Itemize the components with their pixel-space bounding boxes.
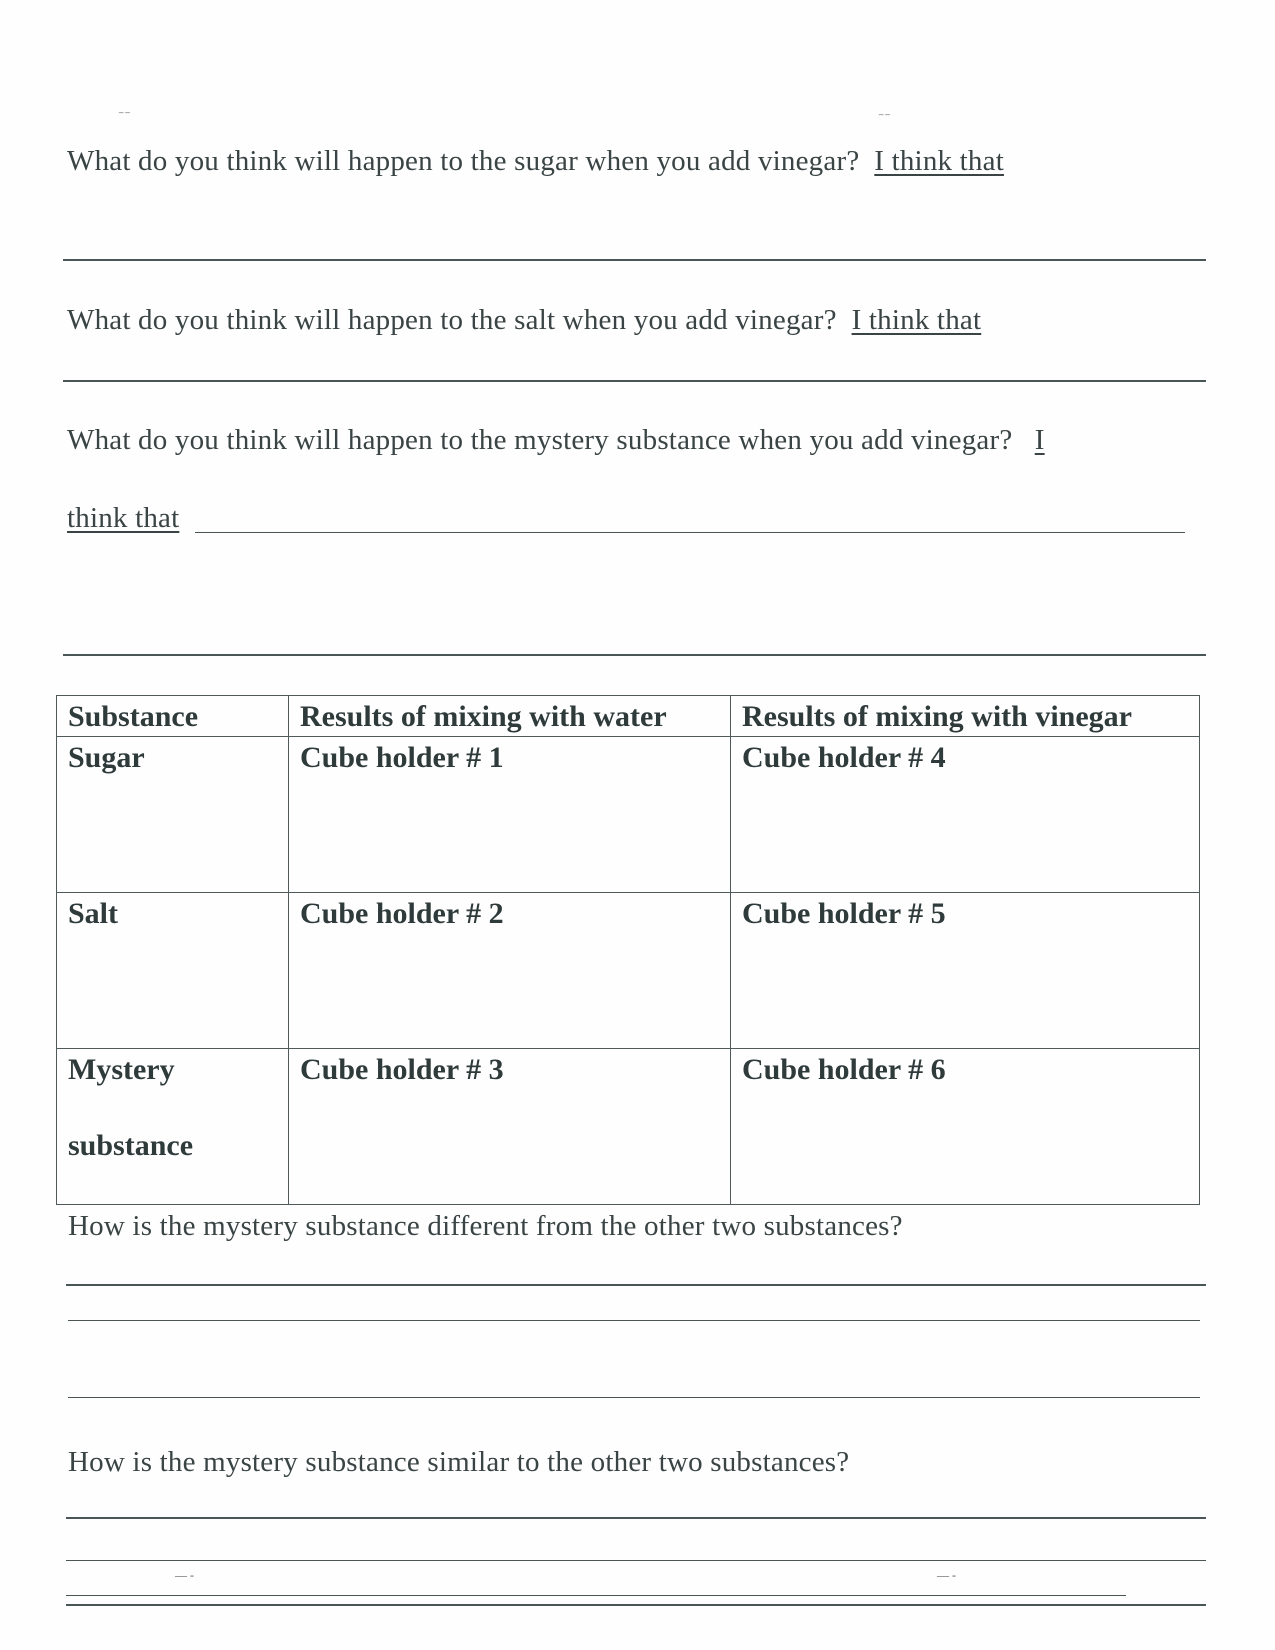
question-similar: How is the mystery substance similar to the other two substances? — [68, 1446, 850, 1478]
answer-line[interactable] — [66, 1604, 1206, 1606]
scan-artifact: ⁻⁻ — [118, 108, 131, 122]
answer-prompt: I think that — [874, 145, 1004, 177]
scan-artifact: — - — [937, 1568, 956, 1582]
table-row — [57, 737, 1200, 893]
question-text: What do you think will happen to the sugar when you add vinegar? — [67, 145, 860, 177]
header-vinegar: Results of mixing with vinegar — [731, 696, 1200, 737]
answer-line[interactable] — [63, 380, 1206, 382]
answer-prompt: I think that — [851, 304, 982, 336]
answer-line[interactable] — [195, 532, 1185, 533]
question-mystery-vinegar — [67, 424, 1045, 457]
answer-line[interactable] — [66, 1284, 1206, 1286]
table-row — [57, 893, 1200, 1049]
answer-line[interactable] — [63, 654, 1206, 656]
vinegar-result-cell[interactable]: Cube holder # 5 — [731, 893, 1200, 1049]
scan-artifact: ⁻⁻ — [878, 110, 891, 124]
question-text: What do you think will happen to the salt when you add vinegar? — [67, 304, 837, 336]
substance-cell: Sugar — [57, 737, 289, 893]
answer-line[interactable] — [68, 1397, 1200, 1398]
water-result-cell[interactable]: Cube holder # 3 — [289, 1049, 731, 1205]
vinegar-result-cell[interactable]: Cube holder # 4 — [731, 737, 1200, 893]
water-result-cell[interactable]: Cube holder # 2 — [289, 893, 731, 1049]
answer-prompt-continued — [67, 502, 179, 535]
vinegar-result-cell[interactable]: Cube holder # 6 — [731, 1049, 1200, 1205]
answer-line[interactable] — [68, 1320, 1200, 1321]
question-sugar-vinegar — [67, 145, 1004, 178]
substance-name-line2: substance — [68, 1129, 194, 1162]
answer-line[interactable] — [63, 259, 1206, 261]
answer-line[interactable] — [66, 1595, 1126, 1596]
question-salt-vinegar — [67, 304, 981, 337]
answer-prompt: think that — [67, 502, 180, 534]
scan-artifact: — - — [175, 1568, 194, 1582]
answer-prompt: I — [1034, 424, 1045, 456]
header-substance: Substance — [57, 696, 289, 737]
question-text: What do you think will happen to the mystery substance when you add vinegar? — [67, 424, 1013, 456]
question-different: How is the mystery substance different from the other two substances? — [68, 1210, 903, 1242]
results-table — [56, 695, 1200, 1205]
table-header-row — [57, 696, 1200, 737]
substance-name-line1: Mystery — [68, 1053, 175, 1086]
water-result-cell[interactable]: Cube holder # 1 — [289, 737, 731, 893]
table-row — [57, 1049, 1200, 1205]
answer-line[interactable] — [66, 1560, 1206, 1561]
answer-line[interactable] — [66, 1517, 1206, 1519]
substance-cell: Salt — [57, 893, 289, 1049]
header-water: Results of mixing with water — [289, 696, 731, 737]
substance-cell — [57, 1049, 289, 1205]
